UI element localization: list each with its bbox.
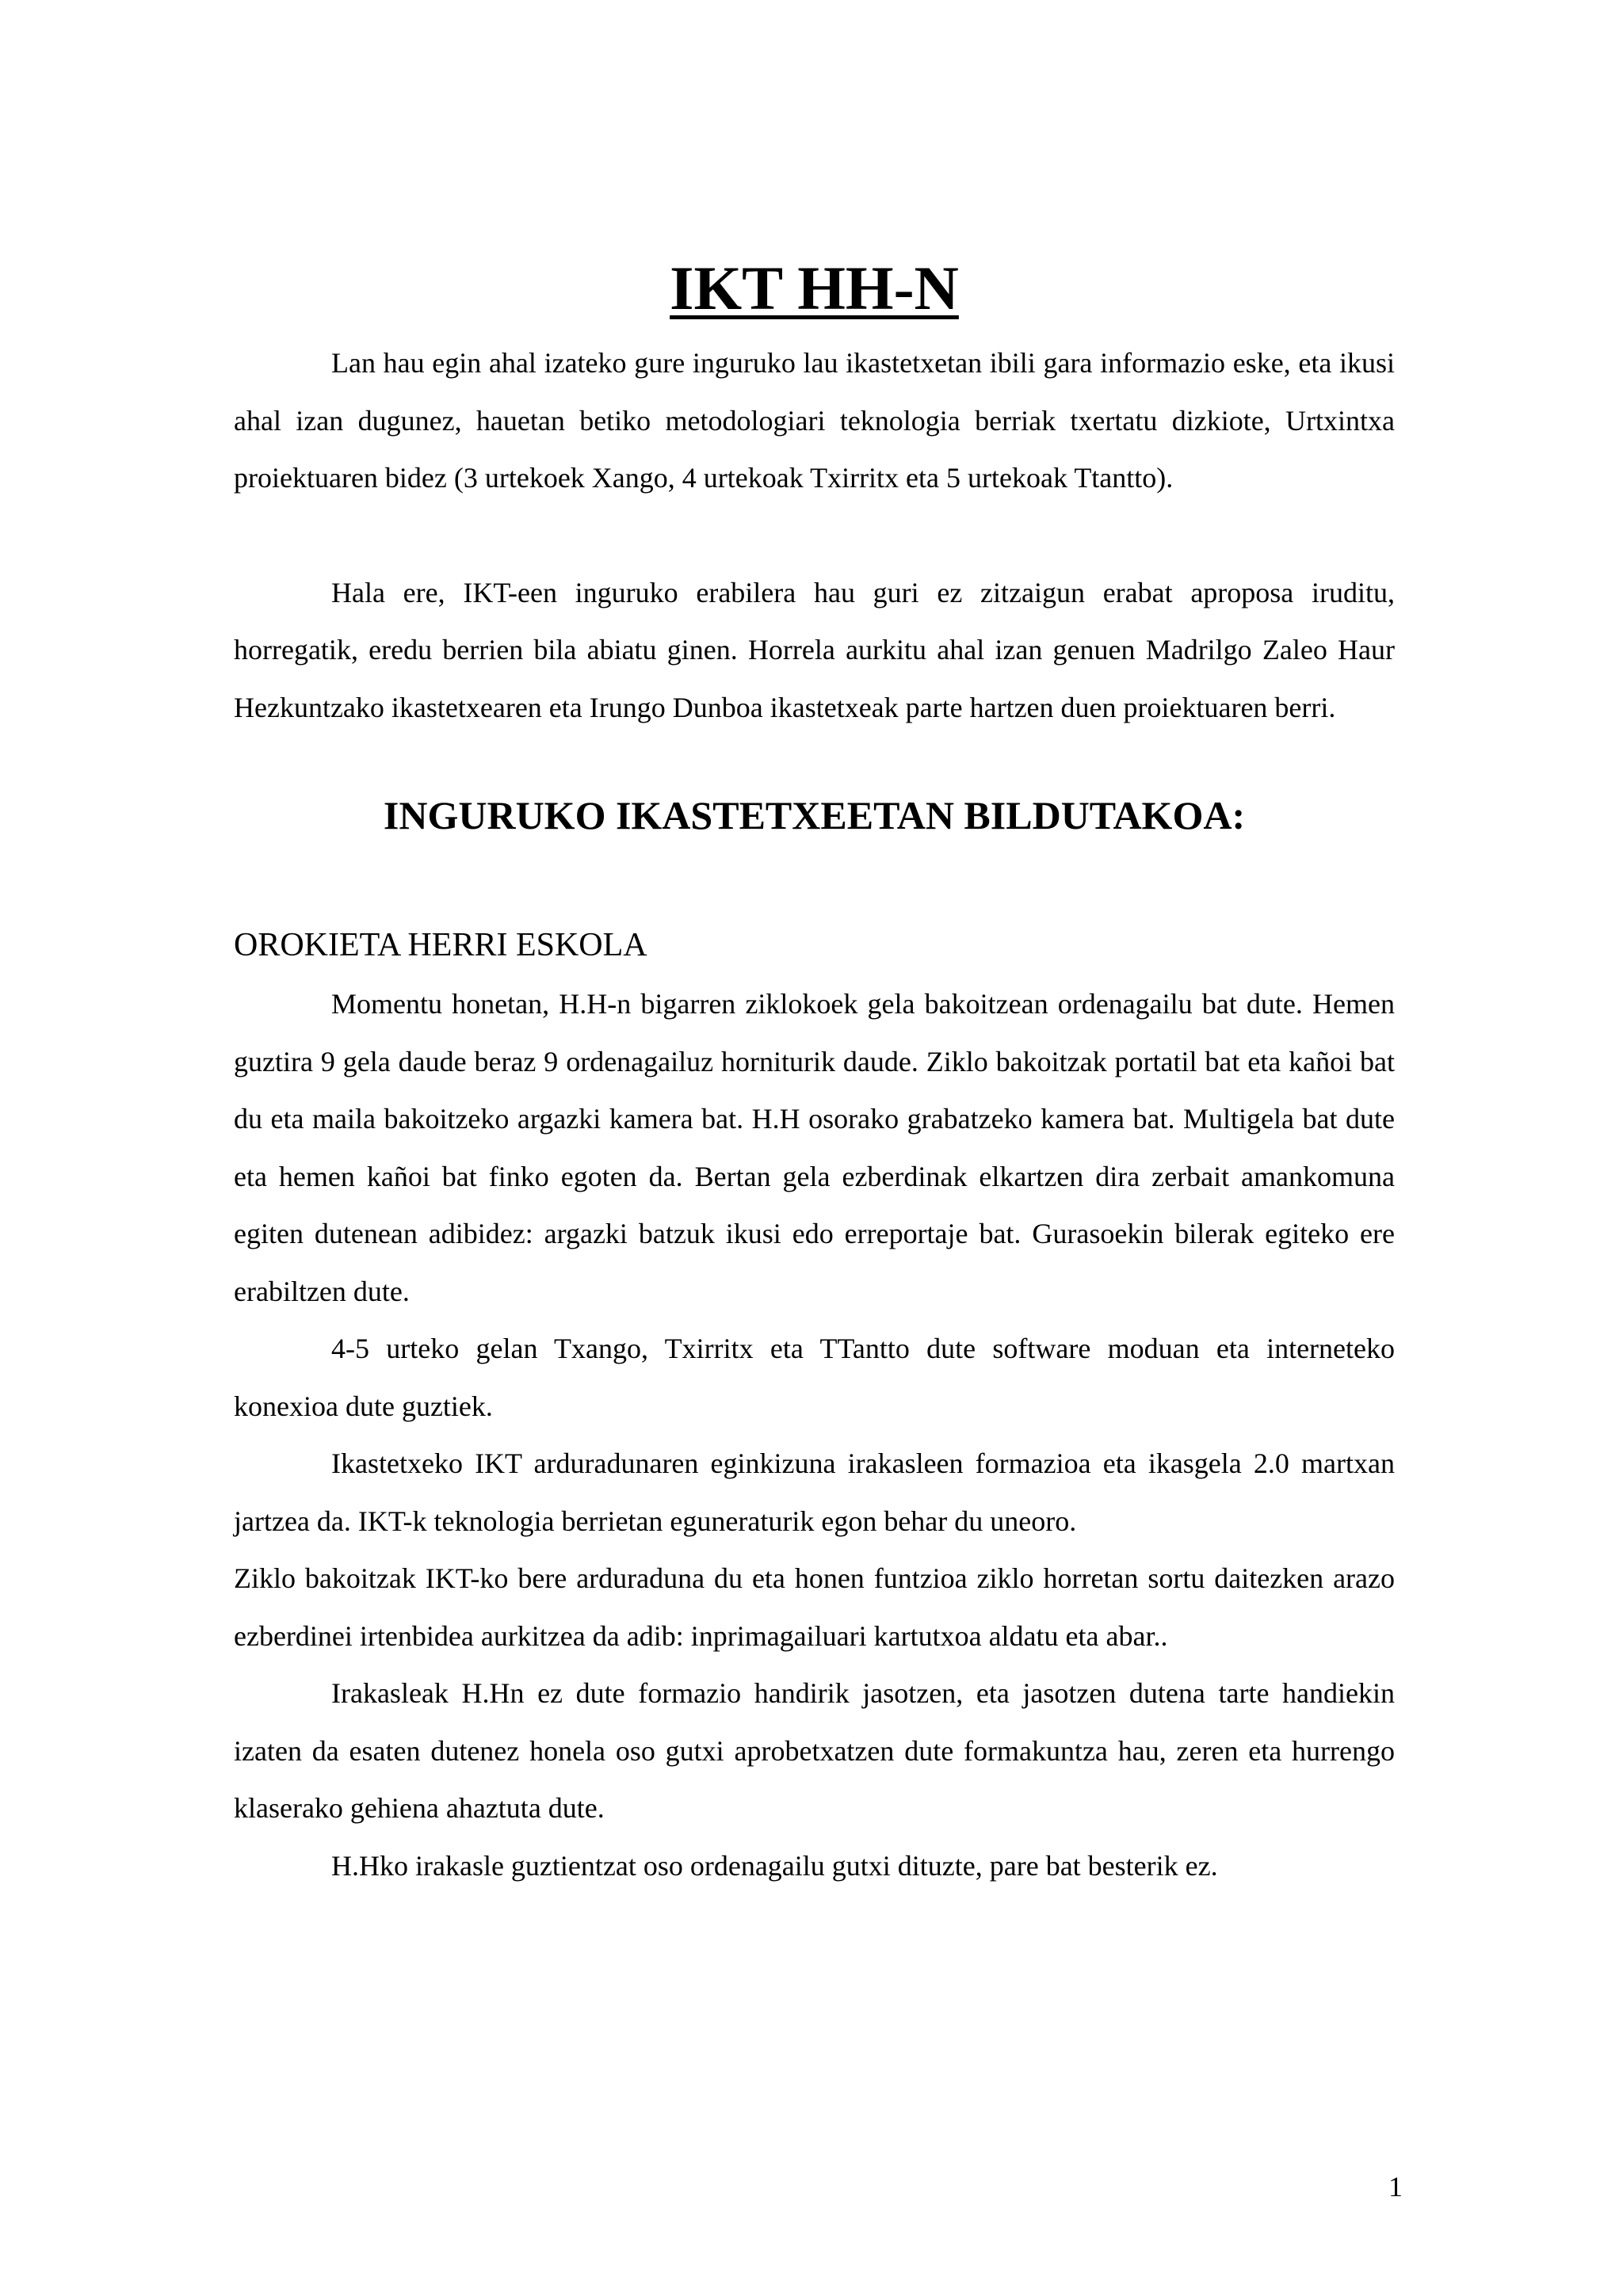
school-paragraph-4: Ziklo bakoitzak IKT-ko bere arduraduna du eta honen funtzioa ziklo horretan sortu daitezken arazo ezberdinei irtenbidea aurkitzea da adib: inprimagailuari kartutxoa aldatu eta abar..: [234, 1562, 1395, 1652]
intro-paragraph-2: Hala ere, IKT-een inguruko erabilera hau guri ez zitzaigun erabat aproposa iruditu, horregatik, eredu berrien bila abiatu ginen. Horrela aurkitu ahal izan genuen Madrilgo Zaleo Haur Hezkuntzako ikastetxearen eta Irungo Dunboa ikastetxeak parte hartzen duen proiektuaren berri.: [234, 576, 1395, 723]
school-paragraph-2: 4-5 urteko gelan Txango, Txirritx eta TTantto dute software moduan eta interneteko konexioa dute guztiek.: [234, 1333, 1395, 1422]
school-name-heading: OROKIETA HERRI ESKOLA: [234, 927, 647, 963]
school-paragraph-5: Irakasleak H.Hn ez dute formazio handirik jasotzen, eta jasotzen dutena tarte handiekin izaten da esaten dutenez honela oso gutxi aprobetxatzen dute formakuntza hau, zeren eta hurrengo klaserako gehiena ahaztuta dute.: [234, 1677, 1395, 1824]
school-paragraph-1: Momentu honetan, H.H-n bigarren ziklokoek gela bakoitzean ordenagailu bat dute. Hemen guztira 9 gela daude beraz 9 ordenagailuz horniturik daude. Ziklo bakoitzak portatil bat eta kañoi bat du eta maila bakoitzeko argazki kamera bat. H.H osorako grabatzeko kamera bat. Multigela bat dute eta hemen kañoi bat finko egoten da. Bertan gela ezberdinak elkartzen dira zerbait amankomuna egiten dutenean adibidez: argazki batzuk ikusi edo erreportaje bat. Gurasoekin bilerak egiteko ere erabiltzen dute.: [234, 988, 1395, 1307]
section-heading: INGURUKO IKASTETXEETAN BILDUTAKOA:: [383, 793, 1246, 837]
school-paragraph-3: Ikastetxeko IKT arduradunaren eginkizuna irakasleen formazioa eta ikasgela 2.0 martxan jartzea da. IKT-k teknologia berrietan eguneraturik egon behar du uneoro.: [234, 1447, 1395, 1537]
page-number: 1: [1388, 2171, 1403, 2203]
document-title: IKT HH-N: [670, 254, 959, 322]
intro-paragraph-1: Lan hau egin ahal izateko gure inguruko lau ikastetxetan ibili gara informazio eske, eta ikusi ahal izan dugunez, hauetan betiko metodologiari teknologia berriak txertatu dizkiote, Urtxintxa proiektuaren bidez (3 urtekoek Xango, 4 urtekoak Txirritx eta 5 urtekoak Ttantto).: [234, 347, 1395, 494]
school-paragraph-6: H.Hko irakasle guztientzat oso ordenagailu gutxi dituzte, pare bat besterik ez.: [331, 1849, 1218, 1882]
document-body: [234, 252, 1395, 1894]
